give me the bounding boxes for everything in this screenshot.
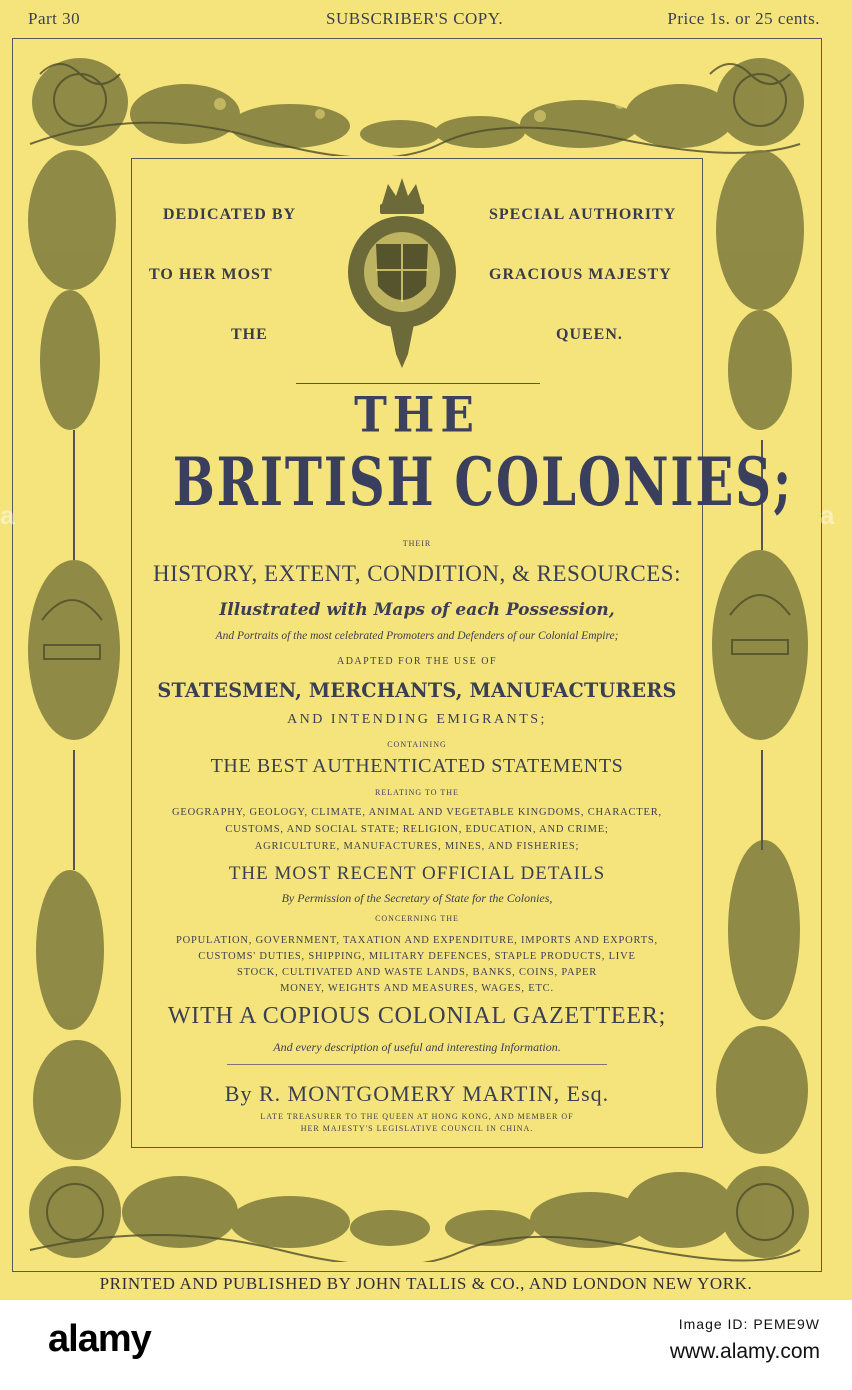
relating-line: RELATING TO THE <box>375 788 459 797</box>
topics-line-3: AGRICULTURE, MANUFACTURES, MINES, AND FISHERIES; <box>254 841 580 852</box>
statesmen-line: STATESMEN, MERCHANTS, MANUFACTURERS <box>157 678 677 702</box>
header-line <box>0 6 852 32</box>
illustrated-line: Illustrated with Maps of each Possession, <box>219 600 615 620</box>
author-note-1: LATE TREASURER TO THE QUEEN AT HONG KONG, AND MEMBER OF <box>260 1112 574 1121</box>
part-number: Part 30 <box>28 9 81 28</box>
royal-crest-icon <box>346 174 458 370</box>
details-line-3: STOCK, CULTIVATED AND WASTE LANDS, BANKS, COINS, PAPER <box>236 967 598 978</box>
left-ornament-column <box>22 150 122 1160</box>
price-label: Price 1s. or 25 cents. <box>667 9 820 28</box>
portraits-line: And Portraits of the most celebrated Promoters and Defenders of our Colonial Empire; <box>215 630 619 642</box>
author-note-2: HER MAJESTY'S LEGISLATIVE COUNCIL IN CHINA. <box>300 1124 534 1133</box>
stock-watermark-band <box>0 1300 852 1390</box>
containing-line: CONTAINING <box>387 740 447 749</box>
topics-line-2: CUSTOMS, AND SOCIAL STATE; RELIGION, EDUCATION, AND CRIME; <box>225 824 609 835</box>
stock-logo: alamy <box>48 1318 151 1360</box>
title-main: BRITISH COLONIES; <box>172 442 793 522</box>
stock-url: www.alamy.com <box>669 1340 820 1363</box>
publisher-line: PRINTED AND PUBLISHED BY JOHN TALLIS & CO., AND LONDON NEW YORK. <box>99 1274 753 1293</box>
best-statements-line: THE BEST AUTHENTICATED STATEMENTS <box>210 755 624 777</box>
author-line: By R. MONTGOMERY MARTIN, Esq. <box>224 1081 610 1106</box>
title-divider <box>296 383 540 384</box>
permission-line: By Permission of the Secretary of State for the Colonies, <box>281 891 553 905</box>
title-the: THE <box>354 387 480 444</box>
title-subtitle: HISTORY, EXTENT, CONDITION, & RESOURCES: <box>153 561 681 586</box>
every-description-line: And every description of useful and interesting Information. <box>273 1040 561 1054</box>
author-divider <box>227 1064 607 1065</box>
top-ornament-band <box>20 44 810 156</box>
concerning-line: CONCERNING THE <box>375 914 459 923</box>
dedication-right-3: QUEEN. <box>556 326 623 343</box>
bottom-ornament-band <box>20 1150 810 1262</box>
adapted-line: ADAPTED FOR THE USE OF <box>336 656 498 667</box>
dedication-right-2: GRACIOUS MAJESTY <box>489 266 672 283</box>
subscriber-copy-label: SUBSCRIBER'S COPY. <box>326 9 504 28</box>
details-line-2: CUSTOMS' DUTIES, SHIPPING, MILITARY DEFENCES, STAPLE PRODUCTS, LIVE <box>198 951 636 962</box>
official-details-line: THE MOST RECENT OFFICIAL DETAILS <box>228 863 606 884</box>
details-line-4: MONEY, WEIGHTS AND MEASURES, WAGES, ETC. <box>280 983 554 994</box>
stock-image-id: Image ID: PEME9W <box>678 1316 820 1332</box>
title-block <box>133 160 793 1146</box>
dedication-right-1: SPECIAL AUTHORITY <box>489 206 677 223</box>
emigrants-line: AND INTENDING EMIGRANTS; <box>287 712 547 727</box>
gazetteer-line: WITH A COPIOUS COLONIAL GAZETTEER; <box>167 1003 667 1029</box>
right-ornament-column <box>708 150 812 1160</box>
stock-id-block <box>670 1310 820 1366</box>
watermark-overlay-right: a <box>820 500 835 530</box>
title-their: THEIR <box>402 539 432 548</box>
dedication-left-2: TO HER MOST <box>149 266 273 283</box>
details-line-1: POPULATION, GOVERNMENT, TAXATION AND EXPENDITURE, IMPORTS AND EXPORTS, <box>176 935 658 946</box>
watermark-overlay-left: a <box>0 500 15 530</box>
topics-line-1: GEOGRAPHY, GEOLOGY, CLIMATE, ANIMAL AND VEGETABLE KINGDOMS, CHARACTER, <box>172 807 662 818</box>
dedication-left-1: DEDICATED BY <box>163 206 297 223</box>
dedication-left-3: THE <box>231 326 268 343</box>
